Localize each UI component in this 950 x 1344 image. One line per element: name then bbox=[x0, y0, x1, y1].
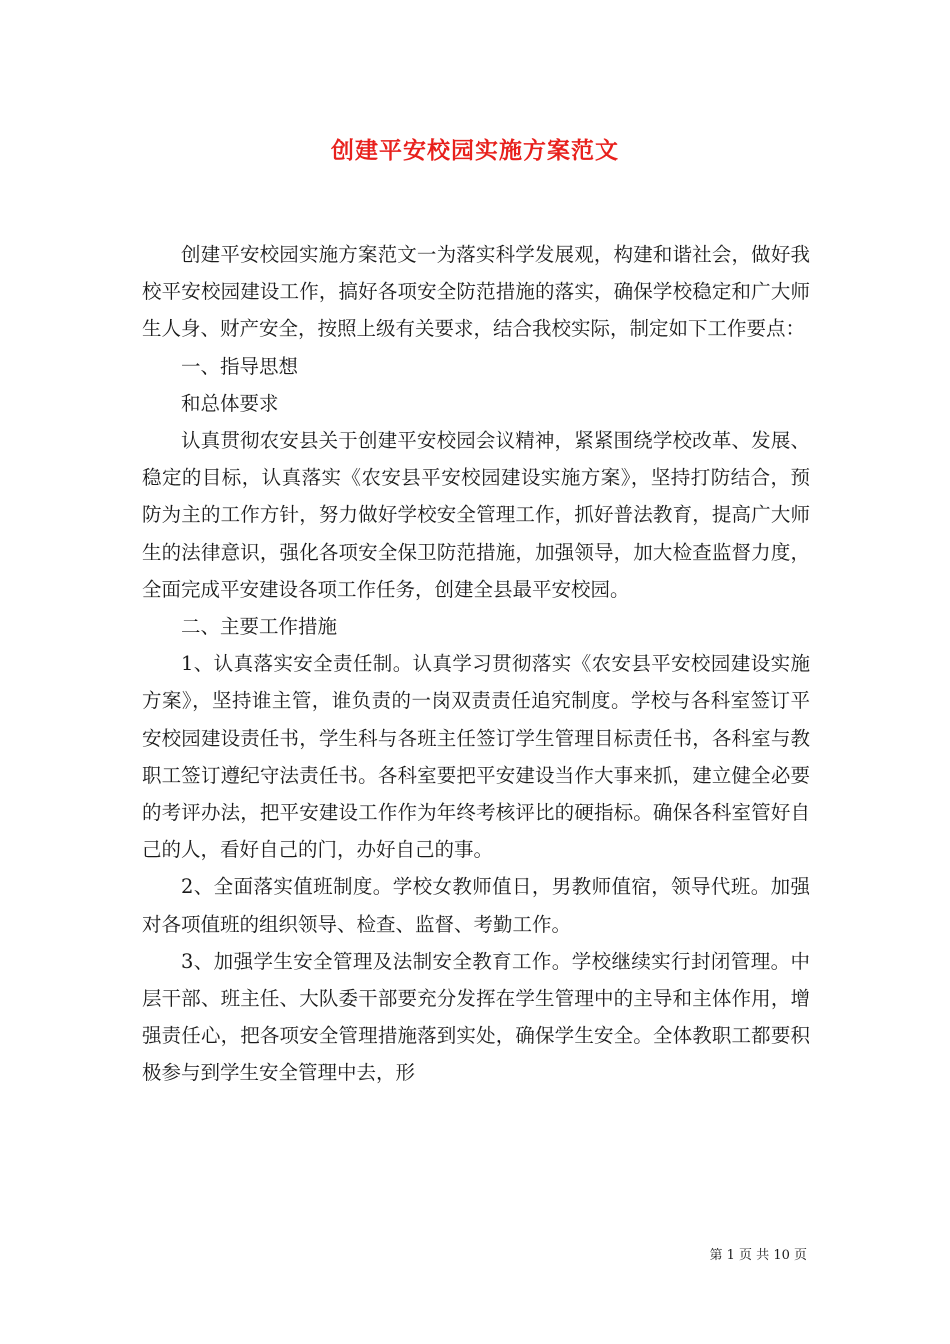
document-body bbox=[142, 236, 810, 1092]
page-number: 第 1 页 共 10 页 bbox=[709, 1248, 807, 1263]
paragraph-intro: 创建平安校园实施方案范文一为落实科学发展观，构建和谐社会，做好我校平安校园建设工作，搞好各项安全防范措施的落实，确保学校稳定和广大师生人身、财产安全，按照上级有关要求，结合我校实际，制定如下工作要点： bbox=[142, 243, 810, 341]
paragraph-measure-1: 1、认真落实安全责任制。认真学习贯彻落实《农安县平安校园建设实施方案》，坚持谁主管，谁负责的一岗双责责任追究制度。学校与各科室签订平安校园建设责任书，学生科与各班主任签订学生管理目标责任书，各科室与教职工签订遵纪守法责任书。各科室要把平安建设当作大事来抓，建立健全必要的考评办法，把平安建设工作作为年终考核评比的硬指标。确保各科室管好自己的人，看好自己的门，办好自己的事。 bbox=[142, 652, 810, 862]
paragraph-requirements: 认真贯彻农安县关于创建平安校园会议精神，紧紧围绕学校改革、发展、稳定的目标，认真落实《农安县平安校园建设实施方案》，坚持打防结合，预防为主的工作方针，努力做好学校安全管理工作，抓好普法教育，提高广大师生的法律意识，强化各项安全保卫防范措施，加强领导，加大检查监督力度，全面完成平安建设各项工作任务，创建全县最平安校园。 bbox=[142, 429, 810, 601]
heading-overall-requirements: 和总体要求 bbox=[181, 391, 279, 415]
document-title: 创建平安校园实施方案范文 bbox=[331, 137, 619, 164]
heading-guiding-ideology: 一、指导思想 bbox=[181, 354, 299, 378]
paragraph-measure-3: 3、加强学生安全管理及法制安全教育工作。学校继续实行封闭管理。中层干部、班主任、大队委干部要充分发挥在学生管理中的主导和主体作用，增强责任心，把各项安全管理措施落到实处，确保学生安全。全体教职工都要积极参与到学生安全管理中去，形 bbox=[142, 949, 810, 1085]
heading-main-measures: 二、主要工作措施 bbox=[181, 615, 338, 639]
paragraph-measure-2: 2、全面落实值班制度。学校女教师值日，男教师值宿，领导代班。加强对各项值班的组织领导、检查、监督、考勤工作。 bbox=[142, 875, 810, 936]
